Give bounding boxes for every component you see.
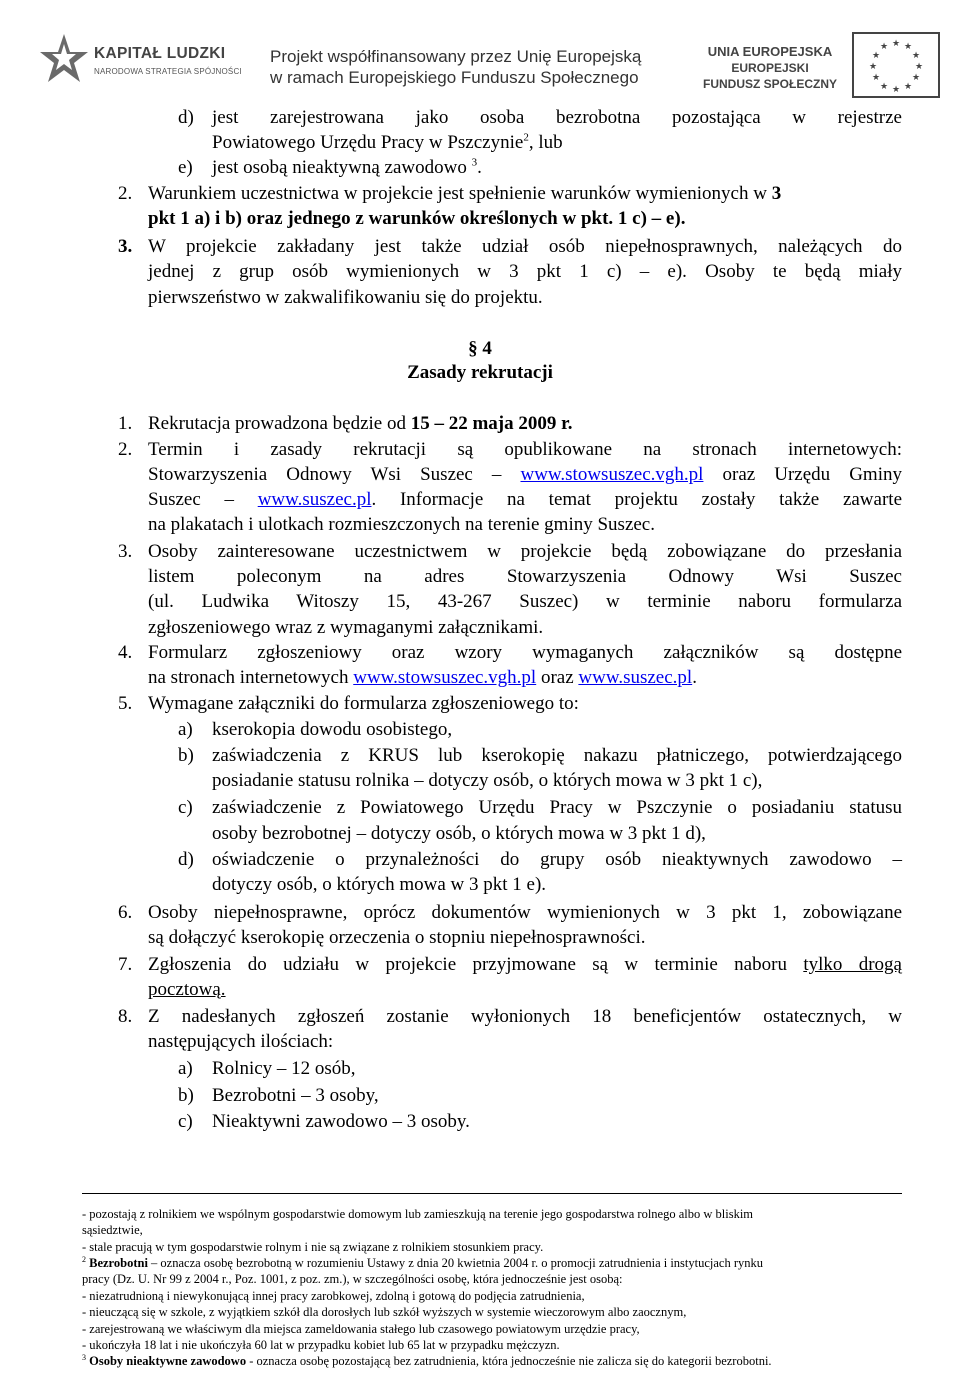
- eu-line-3: FUNDUSZ SPOŁECZNY: [702, 77, 837, 91]
- item-6-number: 6.: [118, 902, 133, 923]
- p3-line-1: W projekcie zakładany jest także udział osób niepełnosprawnych, należących do: [148, 236, 902, 257]
- item-5b-line-2: posiadanie statusu rolnika – dotyczy osób, o których mowa w 3 pkt 1 c),: [212, 770, 763, 791]
- item-2-line-4: na plakatach i ulotkach rozmieszczonych na terenie gminy Suszec.: [148, 514, 655, 535]
- item-3-line-3: (ul. Ludwika Witoszy 15, 43-267 Suszec) w terminie naboru formularza: [148, 591, 902, 612]
- item-d-line-2: Powiatowego Urzędu Pracy w Pszczynie$^2$, lub: [212, 131, 563, 153]
- item-8-line-2: następujących ilościach:: [148, 1031, 334, 1052]
- footnote-3: $^3$ Osoby nieaktywne zawodowo - oznacza osobę pozostającą bez zatrudnienia, która jednocześnie nie zalicza się do kategorii bezrobotni.: [82, 1352, 772, 1368]
- item-5a-text: kserokopia dowodu osobistego,: [212, 719, 453, 740]
- item-3-line-2: listem poleconym na adres Stowarzyszenia Odnowy Wsi Suszec: [148, 566, 902, 587]
- svg-text:★: ★: [871, 72, 881, 82]
- item-8b-label: b): [178, 1085, 194, 1106]
- svg-text:★: ★: [911, 72, 921, 82]
- footnote-line-3: - stale pracują w tym gospodarstwie rolnym i nie są związane z rolnikiem stosunkiem pracy.: [82, 1240, 544, 1254]
- svg-text:★: ★: [891, 84, 901, 94]
- eu-flag-icon: [852, 32, 940, 98]
- page-header: [0, 0, 960, 98]
- footnote-line-5: pracy (Dz. U. Nr 99 z 2004 r., Poz. 1001, z poz. zm.), w szczególności osobę, która jednocześnie jest osobą:: [82, 1272, 623, 1286]
- eu-line-1: UNIA EUROPEJSKA: [707, 44, 833, 59]
- footnote-line-7: - nieuczącą się w szkole, z wyjątkiem szkół dla dorosłych lub szkół wyższych w systemie wieczorowym albo zaocznym,: [82, 1305, 687, 1319]
- item-3-line-4: zgłoszeniowego wraz z wymaganymi załącznikami.: [148, 617, 544, 638]
- footnote-ref-3: 3: [471, 156, 478, 169]
- item-8-line-1: Z nadesłanych zgłoszeń zostanie wyłonionych 18 beneficjentów ostatecznych, w: [148, 1006, 902, 1027]
- item-5c-line-1: zaświadczenie z Powiatowego Urzędu Pracy w Pszczynie o posiadaniu statusu: [212, 797, 902, 818]
- item-3-line-1: Osoby zainteresowane uczestnictwem w projekcie będą zobowiązane do przesłania: [148, 541, 902, 562]
- svg-text:★: ★: [879, 81, 889, 91]
- header-line-2: w ramach Europejskiego Funduszu Społecznego: [270, 68, 639, 87]
- item-2-line-1: Termin i zasady rekrutacji są opublikowane na stronach internetowych:: [148, 439, 902, 460]
- footnote-ref-2: 2: [523, 131, 529, 144]
- item-8a-label: a): [178, 1058, 193, 1079]
- svg-text:★: ★: [903, 41, 913, 51]
- p2-number: 2.: [118, 183, 133, 204]
- item-5d-line-1: oświadczenie o przynależności do grupy osób nieaktywnych zawodowo –: [212, 849, 902, 870]
- link-stowsuszec-2[interactable]: www.stowsuszec.vgh.pl: [353, 667, 537, 688]
- p3-number: 3.: [118, 236, 133, 257]
- eu-logo-text: [700, 44, 840, 92]
- p2-line-2: pkt 1 a) i b) oraz jednego z warunków określonych w pkt. 1 c) – e).: [148, 208, 686, 229]
- logo-title: KAPITAŁ LUDZKI: [94, 45, 226, 62]
- svg-text:★: ★: [911, 50, 921, 60]
- item-d-label: d): [178, 107, 194, 128]
- header-cofinancing-text: [270, 46, 641, 88]
- footnote-line-2: sąsiedztwie,: [82, 1223, 143, 1237]
- item-1-text: Rekrutacja prowadzona będzie od 15 – 22 maja 2009 r.: [148, 413, 573, 434]
- link-stowsuszec[interactable]: www.stowsuszec.vgh.pl: [520, 464, 704, 485]
- item-5d-label: d): [178, 849, 194, 870]
- item-e-label: e): [178, 157, 193, 178]
- p2-line-1: Warunkiem uczestnictwa w projekcie jest spełnienie warunków wymienionych w 3: [148, 183, 782, 204]
- footnote-2: $^2$ Bezrobotni – oznacza osobę bezrobotną w rozumieniu Ustawy z dnia 20 kwietnia 2004 r. o promocji zatrudnienia i instytucjach rynku: [82, 1254, 764, 1270]
- item-4-line-2: na stronach internetowych www.stowsuszec.vgh.pl oraz www.suszec.pl.: [148, 667, 697, 688]
- item-5d-line-2: dotyczy osób, o których mowa w 3 pkt 1 e).: [212, 874, 547, 895]
- svg-text:★: ★: [871, 50, 881, 60]
- svg-text:★: ★: [914, 61, 924, 71]
- section-title: Zasady rekrutacji: [407, 362, 553, 383]
- footnote-line-1: - pozostają z rolnikiem we wspólnym gospodarstwie domowym lub zamieszkują na terenie jego gospodarstwa rolnego albo w bliskim: [82, 1207, 754, 1221]
- header-line-1: Projekt współfinansowany przez Unię Europejską: [270, 47, 642, 66]
- kapital-ludzki-star-icon: [36, 30, 96, 90]
- logo-subtitle: NARODOWA STRATEGIA SPÓJNOŚCI: [94, 67, 242, 76]
- footnote-line-6: - niezatrudnioną i niewykonującą innej pracy zarobkowej, zdolną i gotową do podjęcia zatrudnienia,: [82, 1289, 585, 1303]
- item-7-line-1: Zgłoszenia do udziału w projekcie przyjmowane są w terminie naboru tylko drogą: [148, 954, 902, 975]
- item-5b-label: b): [178, 745, 194, 766]
- svg-text:★: ★: [891, 38, 901, 48]
- item-3-number: 3.: [118, 541, 133, 562]
- item-2-line-2: Stowarzyszenia Odnowy Wsi Suszec – www.stowsuszec.vgh.pl oraz Urzędu Gminy: [148, 464, 902, 485]
- item-d-line-1: jest zarejestrowana jako osoba bezrobotna pozostająca w rejestrze: [212, 107, 902, 128]
- item-6-line-1: Osoby niepełnosprawne, oprócz dokumentów wymienionych w 3 pkt 1, zobowiązane: [148, 902, 902, 923]
- link-suszec[interactable]: www.suszec.pl: [257, 489, 372, 510]
- item-4-line-1: Formularz zgłoszeniowy oraz wzory wymaganych załączników są dostępne: [148, 642, 902, 663]
- item-5-number: 5.: [118, 693, 133, 714]
- item-4-number: 4.: [118, 642, 133, 663]
- footnote-separator: [82, 1193, 902, 1194]
- kapital-ludzki-logo: [36, 30, 246, 90]
- item-e-text: jest osobą nieaktywną zawodowo $^3$.: [212, 156, 482, 178]
- item-8b-text: Bezrobotni – 3 osoby,: [212, 1085, 379, 1106]
- link-suszec-2[interactable]: www.suszec.pl: [578, 667, 693, 688]
- item-7-line-2: pocztową.: [148, 979, 226, 1000]
- item-2-number: 2.: [118, 439, 133, 460]
- section-number: § 4: [468, 338, 492, 359]
- svg-text:★: ★: [903, 81, 913, 91]
- item-2-line-3: Suszec – www.suszec.pl. Informacje na temat projektu zostały także zawarte: [148, 489, 903, 510]
- item-5c-label: c): [178, 797, 193, 818]
- item-8-number: 8.: [118, 1006, 133, 1027]
- footnote-line-8: - zarejestrowaną we właściwym dla miejsca zameldowania stałego lub czasowego powiatowym urzędzie pracy,: [82, 1322, 640, 1336]
- footnote-line-9: - ukończyła 18 lat i nie ukończyła 60 lat w przypadku kobiet lub 65 lat w przypadku mężczyzn.: [82, 1338, 560, 1352]
- item-5c-line-2: osoby bezrobotnej – dotyczy osób, o których mowa w 3 pkt 1 d),: [212, 823, 706, 844]
- item-6-line-2: są dołączyć kserokopię orzeczenia o stopniu niepełnosprawności.: [148, 927, 646, 948]
- svg-text:★: ★: [879, 41, 889, 51]
- item-7-number: 7.: [118, 954, 133, 975]
- eu-line-2: EUROPEJSKI: [731, 61, 809, 75]
- item-8a-text: Rolnicy – 12 osób,: [212, 1058, 356, 1079]
- svg-text:★: ★: [868, 61, 878, 71]
- item-5b-line-1: zaświadczenia z KRUS lub kserokopię nakazu płatniczego, potwierdzającego: [212, 745, 902, 766]
- item-5-text: Wymagane załączniki do formularza zgłoszeniowego to:: [148, 693, 579, 714]
- p3-line-2: jednej z grup osób wymienionych w 3 pkt 1 c) – e). Osoby te będą miały: [148, 261, 902, 282]
- item-5a-label: a): [178, 719, 193, 740]
- item-8c-label: c): [178, 1111, 193, 1132]
- item-8c-text: Nieaktywni zawodowo – 3 osoby.: [212, 1111, 470, 1132]
- item-1-number: 1.: [118, 413, 133, 434]
- p3-line-3: pierwszeństwo w zakwalifikowaniu się do projektu.: [148, 287, 543, 308]
